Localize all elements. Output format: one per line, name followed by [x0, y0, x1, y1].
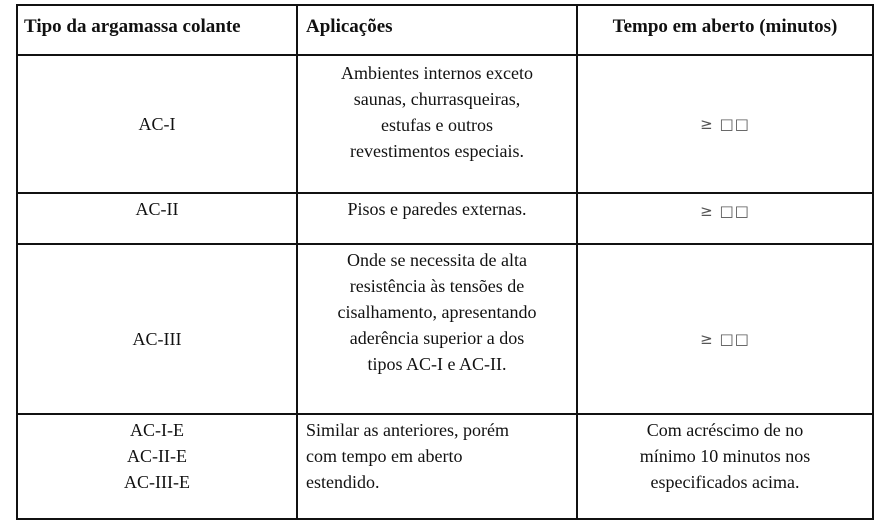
tempo-value: ≥ □□	[700, 330, 750, 348]
text-line: revestimentos especiais.	[350, 141, 524, 161]
text-line: tipos AC-I e AC-II.	[367, 354, 507, 374]
cell-tempo	[577, 414, 873, 519]
text-line: cisalhamento, apresentando	[337, 302, 537, 322]
tipo-line: AC-III	[132, 329, 182, 349]
text-line: Ambientes internos exceto	[341, 63, 533, 83]
cell-tipo	[17, 55, 297, 193]
header-tempo: Tempo em aberto (minutos)	[577, 5, 873, 55]
header-aplicacoes: Aplicações	[297, 5, 577, 55]
text-line: especificados acima.	[650, 472, 800, 492]
table-row	[17, 193, 873, 244]
tipo-line: AC-II	[135, 199, 179, 219]
tempo-value: ≥ □□	[700, 115, 750, 133]
cell-tipo	[17, 193, 297, 244]
cell-tempo	[577, 55, 873, 193]
text-line: Com acréscimo de no	[646, 420, 804, 440]
text-line: Onde se necessita de alta	[347, 250, 527, 270]
cell-aplicacoes	[297, 414, 577, 519]
text-line: resistência às tensões de	[349, 276, 525, 296]
tipo-line: AC-I-E	[130, 420, 184, 440]
table-row	[17, 414, 873, 519]
table-row	[17, 244, 873, 414]
table-row	[17, 55, 873, 193]
text-line: Pisos e paredes externas.	[347, 199, 527, 219]
cell-tipo	[17, 414, 297, 519]
header-tipo: Tipo da argamassa colante	[17, 5, 297, 55]
cell-tempo	[577, 244, 873, 414]
text-line: saunas, churrasqueiras,	[353, 89, 521, 109]
header-row	[17, 5, 873, 55]
argamassa-table	[16, 4, 874, 520]
tipo-line: AC-II-E	[127, 446, 187, 466]
cell-tipo	[17, 244, 297, 414]
text-line: estendido.	[306, 472, 380, 492]
cell-aplicacoes	[297, 193, 577, 244]
tempo-value: ≥ □□	[700, 202, 750, 220]
text-line: Similar as anteriores, porém	[306, 420, 509, 440]
tipo-line: AC-III-E	[124, 472, 190, 492]
cell-tempo	[577, 193, 873, 244]
text-line: com tempo em aberto	[306, 446, 463, 466]
cell-aplicacoes	[297, 244, 577, 414]
text-line: aderência superior a dos	[349, 328, 525, 348]
tipo-line: AC-I	[138, 114, 176, 134]
text-line: mínimo 10 minutos nos	[639, 446, 811, 466]
text-line: estufas e outros	[381, 115, 493, 135]
cell-aplicacoes	[297, 55, 577, 193]
